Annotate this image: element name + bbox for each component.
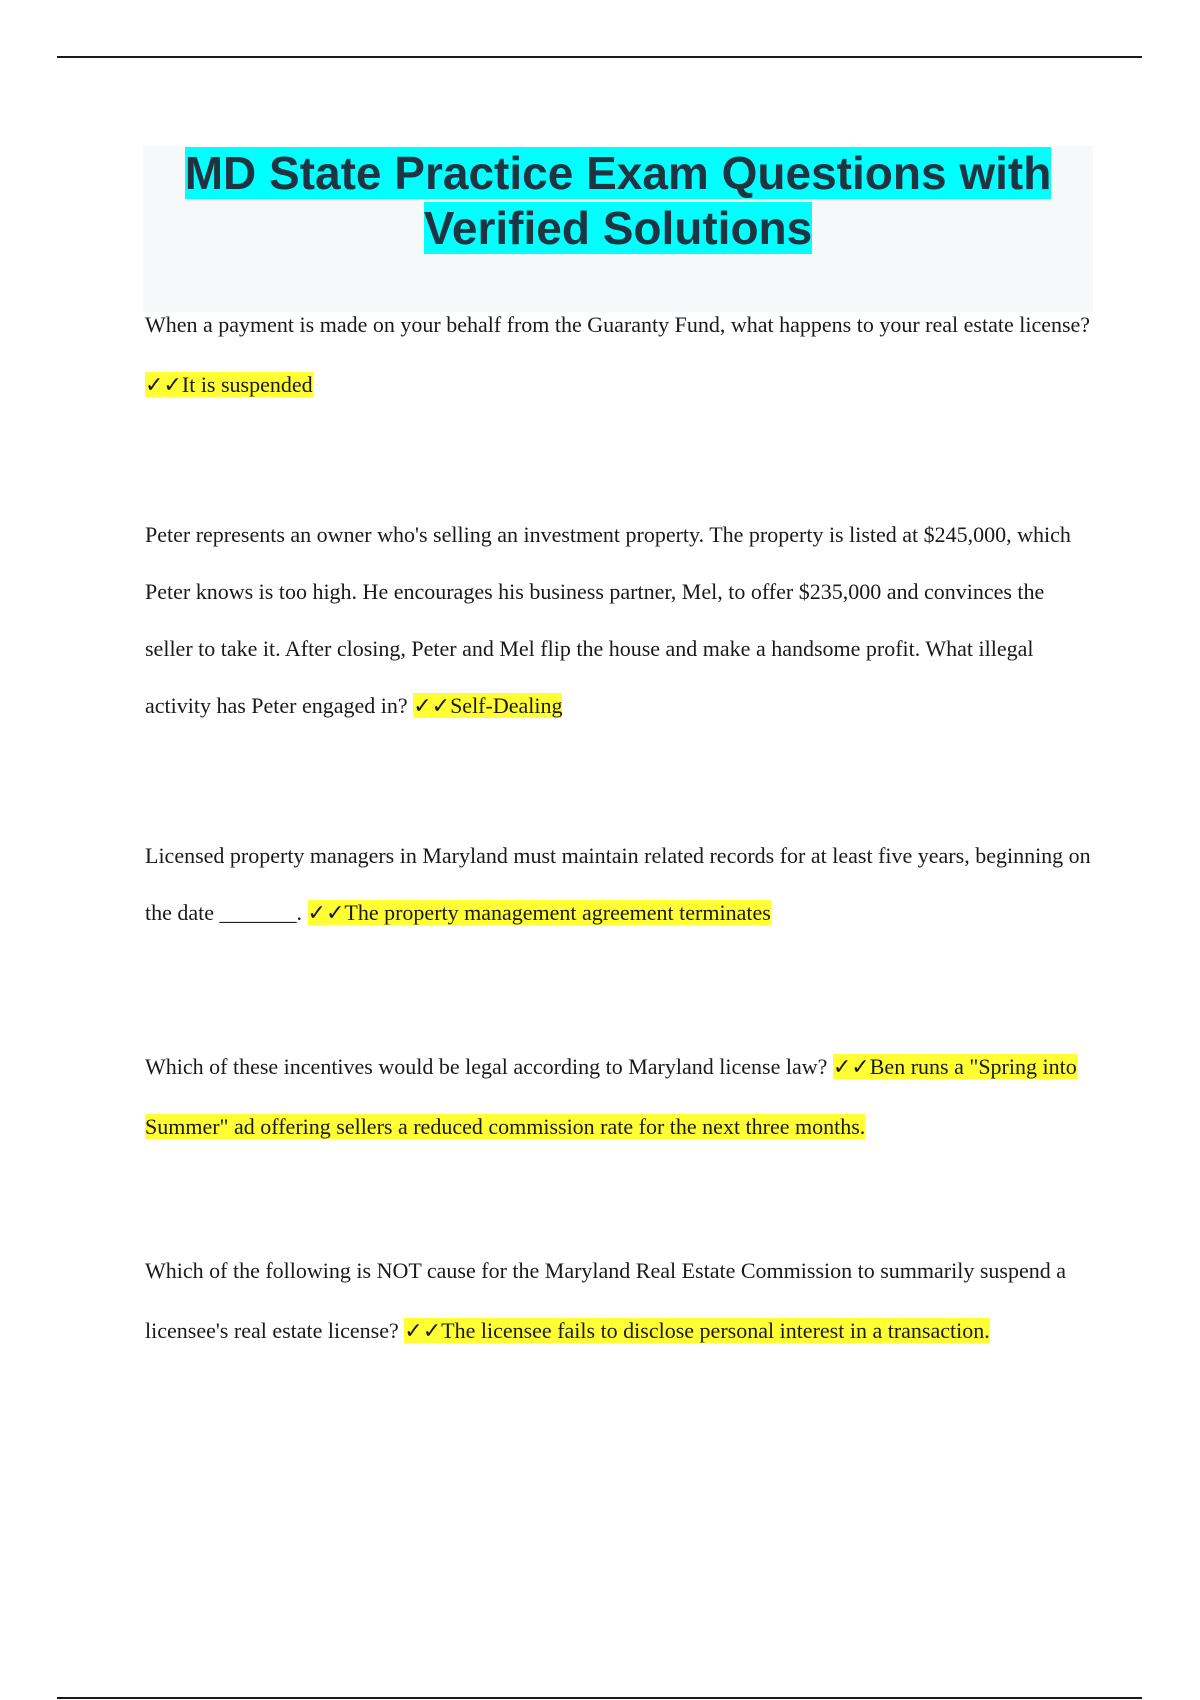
title-block [143,146,1093,312]
page-title [143,146,1093,256]
qa-item-2 [145,506,1095,734]
qa-item-3 [145,827,1095,941]
question-text: Peter represents an owner who's selling an investment property. The property is listed at $245,000, which Peter knows is too high. He encourages his business partner, Mel, to offer $235,000 and convinces the seller to take it. After closing, Peter and Mel flip the house and make a handsome profit. What illegal activity has Peter engaged in? [145,522,1071,718]
top-rule [57,56,1142,58]
answer-highlight [145,372,313,397]
answer-text: Ben runs a "Spring into Summer" ad offering sellers a reduced commission rate for the next three months. [145,1054,1077,1139]
answer-text: The property management agreement terminates [344,900,771,925]
qa-item-4 [145,1037,1095,1157]
bottom-rule [57,1697,1142,1699]
answer-highlight [404,1318,989,1343]
question-text: Licensed property managers in Maryland must maintain related records for at least five years, beginning on the date _______. [145,843,1091,925]
answer-text: The licensee fails to disclose personal interest in a transaction. [441,1318,990,1343]
question-text: Which of these incentives would be legal according to Maryland license law? [145,1054,828,1079]
check-icon: ✓✓ [307,900,345,925]
answer-text: It is suspended [181,372,313,397]
answer-highlight [308,900,771,925]
check-icon: ✓✓ [413,693,451,718]
answer-text: Self-Dealing [450,693,563,718]
answer-highlight [413,693,562,718]
qa-item-1 [145,295,1095,415]
question-text: Which of the following is NOT cause for the Maryland Real Estate Commission to summarily suspend a licensee's real estate license? [145,1258,1066,1343]
question-text: When a payment is made on your behalf from the Guaranty Fund, what happens to your real estate license? [145,312,1091,337]
check-icon: ✓✓ [832,1054,870,1079]
check-icon: ✓✓ [404,1318,442,1343]
title-text: MD State Practice Exam Questions with Verified Solutions [184,147,1052,254]
check-icon: ✓✓ [145,372,182,397]
qa-item-5 [145,1241,1095,1361]
